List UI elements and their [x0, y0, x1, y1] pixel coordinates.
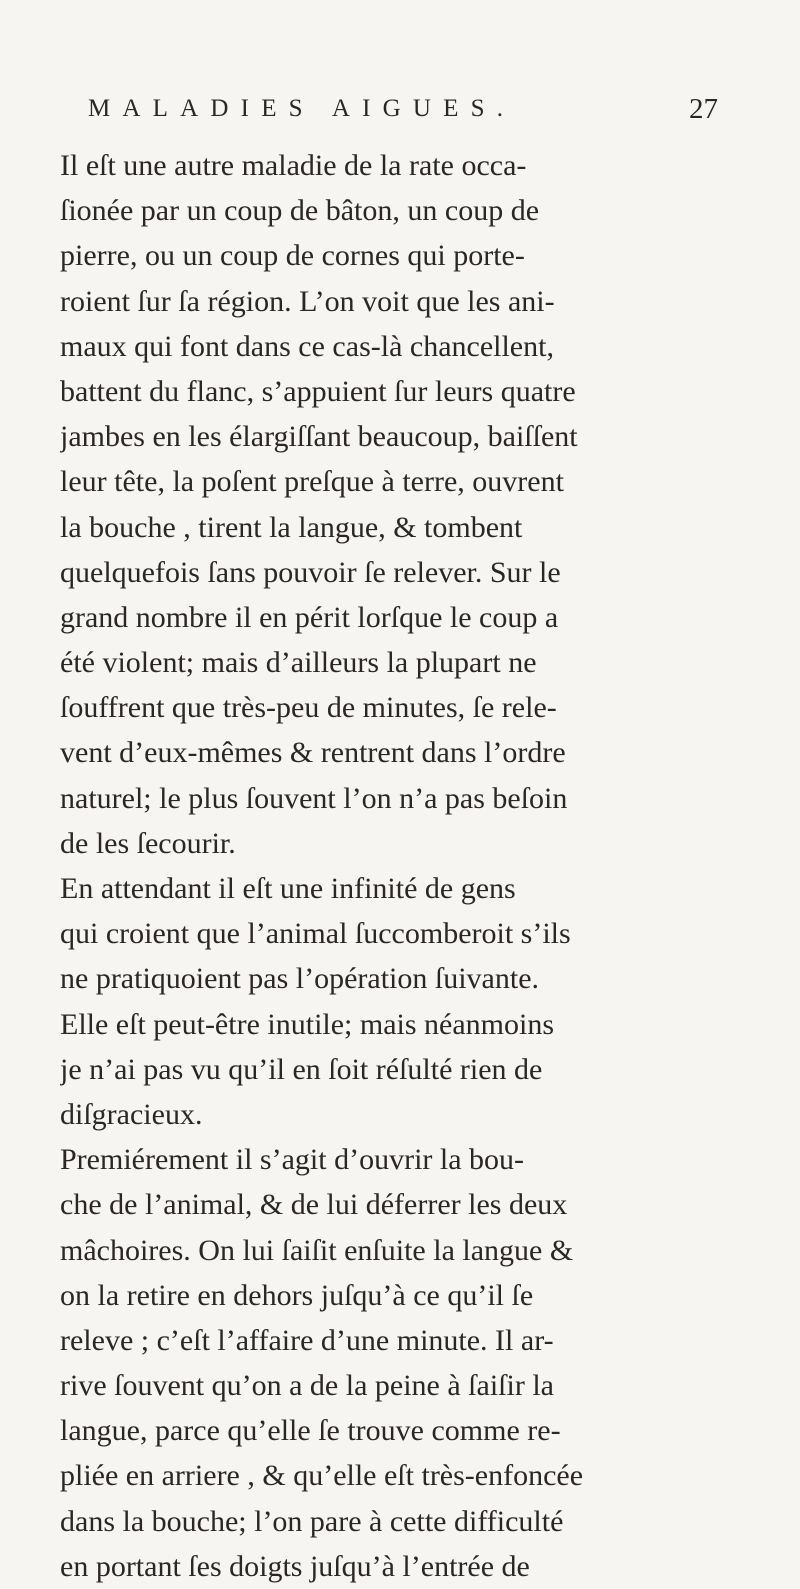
text-line: En attendant il eſt une infinité de gens	[60, 872, 516, 905]
text-line: langue, parce qu’elle ſe trouve comme re-	[60, 1414, 561, 1448]
text-line: quelquefois ſans pouvoir ſe relever. Sur le	[60, 555, 561, 589]
text-line: Il eſt une autre maladie de la rate occa-	[60, 149, 527, 182]
text-line: Elle eſt peut-être inutile; mais néanmoins	[60, 1007, 555, 1041]
text-line: jambes en les élargiſſant beaucoup, baiſſent	[60, 420, 578, 454]
text-line: battent du flanc, s’appuient ſur leurs quatre	[60, 374, 576, 408]
text-line: che de l’animal, & de lui déferrer les deux	[60, 1188, 568, 1222]
text-line: diſgracieux.	[60, 1097, 203, 1131]
text-line: en portant ſes doigts juſqu’à l’entrée de	[60, 1549, 530, 1583]
text-line: maux qui font dans ce cas-là chancellent,	[60, 329, 554, 363]
text-line: releve ; c’eſt l’affaire d’une minute. Il ar-	[60, 1323, 554, 1357]
running-title: MALADIES AIGUES.	[88, 95, 516, 122]
body-text	[60, 143, 720, 1589]
text-line: Premiérement il s’agit d’ouvrir la bou-	[60, 1143, 525, 1177]
text-line: qui croient que l’animal ſuccomberoit s’ils	[60, 917, 571, 951]
text-line: été violent; mais d’ailleurs la plupart ne	[60, 646, 537, 680]
text-line: la bouche , tirent la langue, & tombent	[60, 510, 523, 544]
text-line: dans la bouche; l’on pare à cette difficulté	[60, 1504, 564, 1538]
page-number: 27	[689, 93, 718, 125]
text-line: pliée en arriere , & qu’elle eſt très-enfoncée	[60, 1459, 584, 1493]
text-line: ſouffrent que très-peu de minutes, ſe rele-	[60, 691, 557, 725]
text-line: ſionée par un coup de bâton, un coup de	[60, 194, 540, 228]
text-line: naturel; le plus ſouvent l’on n’a pas beſoin	[60, 781, 568, 815]
text-line: leur tête, la poſent preſque à terre, ouvrent	[60, 465, 564, 499]
text-line: ne pratiquoient pas l’opération ſuivante.	[60, 962, 540, 996]
text-line: mâchoires. On lui ſaiſit enſuite la langue &	[60, 1233, 574, 1267]
text-line: vent d’eux-mêmes & rentrent dans l’ordre	[60, 736, 566, 770]
running-head	[88, 90, 718, 128]
text-line: grand nombre il en périt lorſque le coup a	[60, 600, 559, 634]
text-line: roient ſur ſa région. L’on voit que les ani-	[60, 284, 555, 318]
text-line: de les ſecourir.	[60, 826, 236, 860]
text-line: je n’ai pas vu qu’il en ſoit réſulté rien de	[60, 1052, 543, 1086]
text-line: on la retire en dehors juſqu’à ce qu’il ſe	[60, 1278, 534, 1312]
text-line: rive ſouvent qu’on a de la peine à ſaiſir la	[60, 1369, 554, 1403]
text-line: pierre, ou un coup de cornes qui porte-	[60, 239, 525, 273]
